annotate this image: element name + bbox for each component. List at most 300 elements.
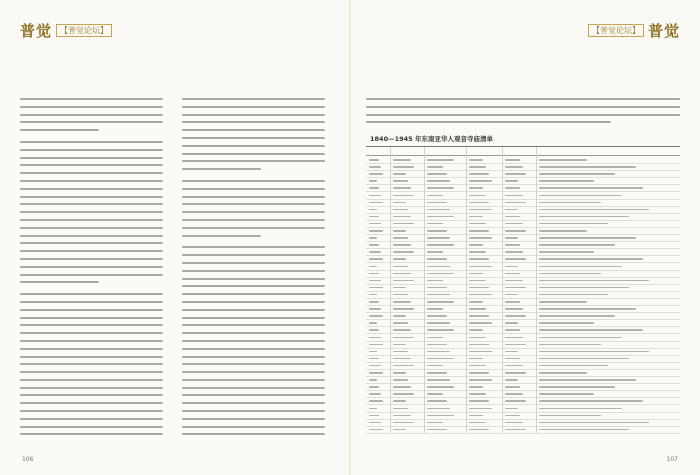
- text-line: [182, 426, 325, 428]
- table-cell: [369, 358, 379, 360]
- table-cell: [469, 393, 486, 395]
- text-line: [20, 433, 163, 435]
- text-line: [20, 410, 163, 412]
- text-line: [20, 157, 163, 159]
- text-line: [182, 254, 325, 256]
- table-cell: [427, 244, 454, 246]
- page-number-right: 107: [666, 456, 678, 463]
- table-cell: [505, 337, 523, 339]
- table-cell: [393, 301, 411, 303]
- table-cell: [393, 258, 406, 260]
- section-tag: 【普觉论坛】: [588, 24, 644, 37]
- table-cell: [539, 386, 615, 388]
- table-cell: [539, 408, 622, 410]
- table-cell: [427, 202, 447, 204]
- table-cell: [539, 365, 608, 367]
- text-line: [182, 270, 325, 272]
- table-cell: [427, 337, 443, 339]
- table-cell: [427, 266, 450, 268]
- text-line: [182, 309, 325, 311]
- text-line: [20, 258, 163, 260]
- table-cell: [393, 173, 406, 175]
- running-head-left: [20, 20, 112, 41]
- table-cell: [369, 202, 383, 204]
- table-cell: [539, 202, 601, 204]
- table-cell: [369, 294, 377, 296]
- table-cell: [539, 393, 594, 395]
- table-cell: [505, 180, 518, 182]
- table-cell: [427, 180, 450, 182]
- table-cell: [393, 251, 414, 253]
- table-cell: [469, 180, 492, 182]
- table-cell: [469, 159, 483, 161]
- table-cell: [539, 180, 594, 182]
- table-cell: [393, 337, 414, 339]
- table-cell: [469, 322, 492, 324]
- table-cell: [505, 159, 520, 161]
- table-cell: [393, 351, 408, 353]
- table-cell: [427, 422, 443, 424]
- table-cell: [427, 308, 443, 310]
- text-line: [182, 301, 325, 303]
- table-cell: [539, 315, 615, 317]
- table-cell: [427, 166, 443, 168]
- text-line: [182, 340, 325, 342]
- table-cell: [469, 329, 483, 331]
- table-cell: [369, 266, 377, 268]
- text-line: [182, 402, 325, 404]
- table-cell: [393, 408, 408, 410]
- text-line: [366, 98, 680, 100]
- table-cell: [393, 266, 408, 268]
- text-line: [20, 266, 163, 268]
- table-cell: [427, 386, 454, 388]
- table-cell: [539, 216, 629, 218]
- table-cell: [369, 322, 377, 324]
- table-cell: [393, 386, 411, 388]
- table-cell: [369, 273, 379, 275]
- text-line: [182, 332, 325, 334]
- table-cell: [427, 344, 447, 346]
- table-cell: [369, 415, 379, 417]
- text-line: [366, 106, 680, 108]
- table-cell: [427, 287, 447, 289]
- table-cell: [505, 408, 518, 410]
- table-cell: [539, 273, 601, 275]
- text-line: [182, 356, 325, 358]
- text-line: [20, 242, 163, 244]
- table-cell: [393, 379, 408, 381]
- table-cell: [539, 308, 636, 310]
- table-cell: [469, 273, 483, 275]
- text-line: [20, 281, 99, 283]
- table-cell: [427, 294, 450, 296]
- text-line: [182, 379, 325, 381]
- table-cell: [427, 400, 447, 402]
- table-cell: [539, 251, 594, 253]
- table-cell: [427, 358, 454, 360]
- table-cell: [505, 258, 526, 260]
- table-cell: [427, 429, 447, 431]
- table-cell: [369, 429, 383, 431]
- table-cell: [393, 365, 414, 367]
- table-cell: [369, 173, 383, 175]
- column-divider: [424, 147, 425, 433]
- table-cell: [469, 173, 489, 175]
- table-cell: [393, 209, 408, 211]
- text-line: [20, 293, 163, 295]
- text-line: [20, 301, 163, 303]
- table-cell: [469, 209, 492, 211]
- table-cell: [393, 202, 406, 204]
- text-line: [182, 211, 325, 213]
- text-line: [182, 410, 325, 412]
- text-line: [182, 433, 325, 435]
- table-cell: [369, 337, 381, 339]
- table-cell: [505, 195, 523, 197]
- table-cell: [505, 315, 526, 317]
- table-cell: [505, 244, 520, 246]
- brand-logo: 普觉: [647, 22, 680, 40]
- table-cell: [505, 237, 518, 239]
- table-cell: [539, 266, 622, 268]
- table-cell: [393, 159, 411, 161]
- column-divider: [466, 147, 467, 433]
- table-cell: [393, 315, 406, 317]
- table-cell: [427, 329, 454, 331]
- table-cell: [469, 301, 483, 303]
- table-cell: [505, 301, 520, 303]
- table-cell: [369, 379, 377, 381]
- text-line: [366, 114, 680, 116]
- table-cell: [427, 393, 443, 395]
- table-cell: [369, 166, 381, 168]
- table-cell: [539, 223, 608, 225]
- table-cell: [427, 195, 443, 197]
- table-cell: [427, 301, 454, 303]
- table-cell: [469, 187, 483, 189]
- table-cell: [369, 180, 377, 182]
- table-cell: [393, 273, 411, 275]
- table-cell: [369, 393, 381, 395]
- table-cell: [369, 351, 377, 353]
- table-cell: [469, 337, 486, 339]
- text-line: [20, 418, 163, 420]
- table-cell: [539, 379, 636, 381]
- page-number-left: 106: [22, 456, 34, 463]
- text-line: [20, 394, 163, 396]
- table-cell: [469, 287, 489, 289]
- text-line: [20, 219, 163, 221]
- text-line: [182, 387, 325, 389]
- table-cell: [369, 280, 381, 282]
- table-cell: [393, 422, 414, 424]
- table-cell: [393, 244, 411, 246]
- table-cell: [393, 166, 414, 168]
- table-cell: [427, 209, 450, 211]
- table-cell: [393, 329, 411, 331]
- text-line: [20, 106, 163, 108]
- text-line: [182, 160, 325, 162]
- text-line: [182, 114, 325, 116]
- table-cell: [469, 223, 486, 225]
- text-column-1: [20, 98, 163, 436]
- text-line: [20, 211, 163, 213]
- text-line: [182, 106, 325, 108]
- table-cell: [393, 230, 406, 232]
- column-divider: [536, 147, 537, 433]
- text-line: [20, 324, 163, 326]
- table-cell: [369, 187, 379, 189]
- text-line: [20, 250, 163, 252]
- text-line: [182, 137, 325, 139]
- table-cell: [369, 400, 383, 402]
- table-cell: [427, 173, 447, 175]
- text-column-2: [182, 98, 325, 436]
- table-cell: [539, 429, 629, 431]
- table-cell: [539, 337, 622, 339]
- text-line: [20, 371, 163, 373]
- text-line: [182, 363, 325, 365]
- table-cell: [505, 266, 518, 268]
- table-cell: [369, 237, 377, 239]
- text-line: [182, 235, 261, 237]
- table-cell: [393, 393, 414, 395]
- table-cell: [539, 230, 587, 232]
- table-cell: [539, 287, 629, 289]
- table-cell: [393, 415, 411, 417]
- table-cell: [505, 202, 526, 204]
- table-cell: [393, 280, 414, 282]
- table-cell: [369, 230, 383, 232]
- table-cell: [505, 365, 523, 367]
- table-cell: [469, 315, 489, 317]
- table-cell: [469, 216, 483, 218]
- text-line: [182, 317, 325, 319]
- table-cell: [469, 308, 486, 310]
- table-cell: [505, 251, 523, 253]
- text-line: [20, 188, 163, 190]
- table-cell: [369, 408, 377, 410]
- table-cell: [369, 422, 381, 424]
- table-cell: [469, 429, 489, 431]
- table-cell: [469, 258, 489, 260]
- table-cell: [427, 223, 443, 225]
- text-line: [182, 371, 325, 373]
- text-line: [182, 98, 325, 100]
- table-title: 1840—1945 年东南亚华人观音寺庙清单: [370, 135, 493, 143]
- table-cell: [393, 180, 408, 182]
- text-line: [182, 262, 325, 264]
- table-cell: [469, 166, 486, 168]
- table-cell: [539, 209, 649, 211]
- table-cell: [369, 344, 383, 346]
- table-cell: [539, 237, 636, 239]
- table-cell: [393, 223, 414, 225]
- text-line: [20, 356, 163, 358]
- table-cell: [539, 187, 643, 189]
- table-body: [366, 156, 680, 433]
- text-line: [182, 203, 325, 205]
- right-page-paragraph: [366, 98, 680, 129]
- text-line: [182, 227, 325, 229]
- table-cell: [469, 386, 483, 388]
- table-cell: [427, 251, 443, 253]
- table-cell: [427, 379, 450, 381]
- table-cell: [469, 266, 492, 268]
- table-cell: [469, 415, 483, 417]
- table-cell: [369, 223, 381, 225]
- table-cell: [369, 365, 381, 367]
- table-header: [366, 147, 680, 156]
- text-line: [20, 180, 163, 182]
- table-cell: [505, 294, 518, 296]
- text-line: [366, 121, 611, 123]
- text-line: [20, 402, 163, 404]
- table-cell: [469, 230, 489, 232]
- table-cell: [427, 408, 450, 410]
- table-cell: [469, 365, 486, 367]
- text-line: [20, 348, 163, 350]
- text-line: [182, 278, 325, 280]
- text-line: [20, 227, 163, 229]
- table-cell: [427, 372, 447, 374]
- table-cell: [393, 287, 406, 289]
- table-cell: [369, 159, 379, 161]
- table-cell: [393, 294, 408, 296]
- text-line: [20, 340, 163, 342]
- text-line: [20, 164, 163, 166]
- table-cell: [369, 258, 383, 260]
- table-cell: [539, 322, 594, 324]
- text-line: [182, 285, 325, 287]
- table-cell: [369, 329, 379, 331]
- text-line: [182, 394, 325, 396]
- text-line: [20, 129, 99, 131]
- table-cell: [369, 216, 379, 218]
- table-cell: [505, 273, 520, 275]
- table-cell: [539, 294, 608, 296]
- brand-logo: 普觉: [20, 22, 53, 40]
- table-cell: [505, 308, 523, 310]
- table-cell: [469, 372, 489, 374]
- table-cell: [469, 202, 489, 204]
- table-cell: [469, 251, 486, 253]
- text-line: [182, 348, 325, 350]
- table-cell: [427, 258, 447, 260]
- table-cell: [505, 223, 523, 225]
- table-cell: [505, 358, 520, 360]
- text-line: [182, 121, 325, 123]
- table-cell: [505, 351, 518, 353]
- table-cell: [369, 287, 383, 289]
- table-cell: [505, 393, 523, 395]
- text-line: [20, 379, 163, 381]
- table-cell: [539, 329, 643, 331]
- table-cell: [505, 173, 526, 175]
- table-cell: [539, 166, 636, 168]
- column-divider: [390, 147, 391, 433]
- table-cell: [539, 351, 649, 353]
- table-cell: [505, 329, 520, 331]
- table-cell: [393, 237, 408, 239]
- table-cell: [369, 251, 381, 253]
- running-head-right: [588, 20, 680, 41]
- table-cell: [427, 415, 454, 417]
- table-cell: [393, 344, 406, 346]
- table-cell: [539, 159, 587, 161]
- text-line: [20, 317, 163, 319]
- table-cell: [505, 209, 518, 211]
- table-cell: [369, 372, 383, 374]
- text-line: [182, 145, 325, 147]
- text-line: [20, 121, 163, 123]
- table-cell: [393, 187, 411, 189]
- text-line: [182, 153, 325, 155]
- table-cell: [369, 244, 379, 246]
- table-cell: [469, 351, 492, 353]
- table-cell: [369, 386, 379, 388]
- text-line: [182, 188, 325, 190]
- table-cell: [505, 379, 518, 381]
- text-line: [182, 293, 325, 295]
- table-cell: [393, 429, 406, 431]
- table-cell: [505, 230, 526, 232]
- text-line: [182, 219, 325, 221]
- table-cell: [505, 386, 520, 388]
- table-cell: [427, 322, 450, 324]
- table-cell: [427, 187, 454, 189]
- table-cell: [469, 344, 489, 346]
- table-cell: [469, 244, 483, 246]
- table-cell: [469, 422, 486, 424]
- table-cell: [427, 351, 450, 353]
- table-cell: [505, 400, 526, 402]
- table-cell: [393, 308, 414, 310]
- table-cell: [369, 315, 383, 317]
- table-cell: [393, 195, 414, 197]
- section-tag: 【普觉论坛】: [56, 24, 112, 37]
- table-cell: [505, 280, 523, 282]
- text-line: [20, 196, 163, 198]
- table-cell: [393, 216, 411, 218]
- table-cell: [505, 415, 520, 417]
- table-cell: [393, 372, 406, 374]
- table-cell: [539, 301, 587, 303]
- text-line: [182, 168, 261, 170]
- table-cell: [539, 258, 643, 260]
- table-cell: [427, 237, 450, 239]
- table-cell: [427, 273, 454, 275]
- table-cell: [505, 187, 520, 189]
- table-cell: [469, 237, 492, 239]
- text-line: [20, 309, 163, 311]
- text-line: [182, 324, 325, 326]
- table-cell: [393, 400, 406, 402]
- text-line: [20, 363, 163, 365]
- text-line: [182, 418, 325, 420]
- table-cell: [427, 280, 443, 282]
- table-cell: [539, 415, 601, 417]
- table-cell: [505, 322, 518, 324]
- text-line: [20, 203, 163, 205]
- text-line: [182, 246, 325, 248]
- table-cell: [505, 287, 526, 289]
- temple-table: [366, 146, 680, 434]
- text-line: [182, 180, 325, 182]
- table-cell: [469, 280, 486, 282]
- table-cell: [505, 344, 526, 346]
